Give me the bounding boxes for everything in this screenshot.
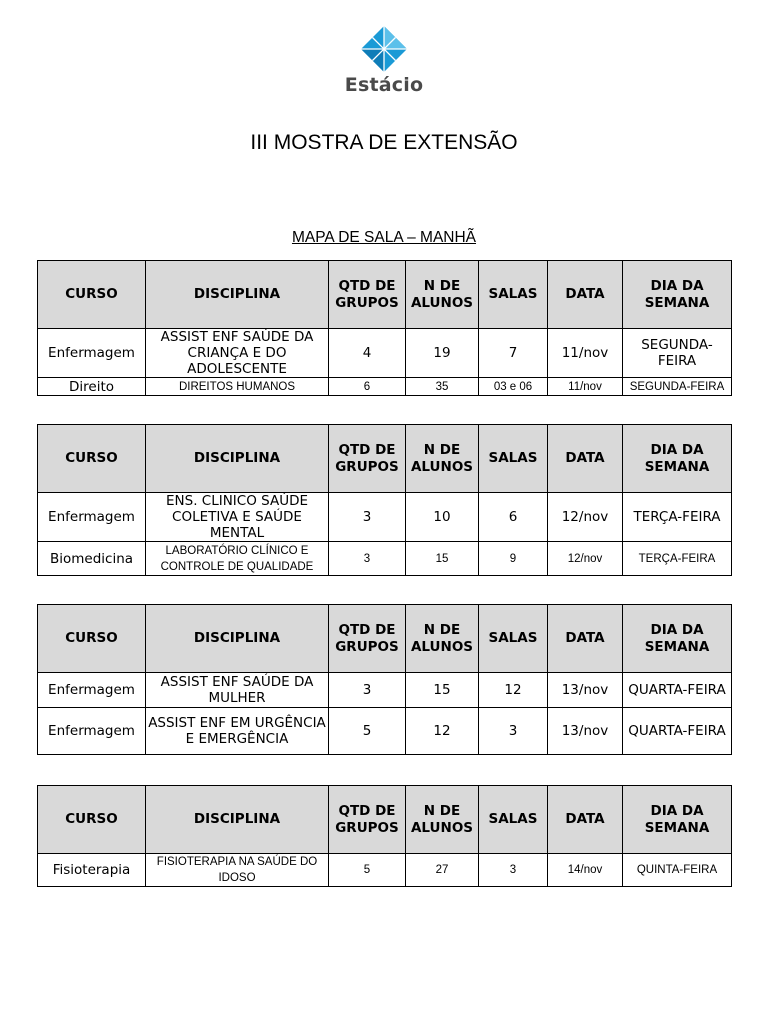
cell-dia: TERÇA-FEIRA	[623, 542, 732, 576]
table-row	[38, 673, 732, 708]
cell-disciplina: ENS. CLINICO SAÚDE COLETIVA E SAÚDE MENTAL	[146, 493, 329, 542]
table-header-row	[38, 605, 732, 673]
header-curso: CURSO	[38, 786, 146, 854]
cell-disciplina: DIREITOS HUMANOS	[146, 378, 329, 396]
header-salas: SALAS	[479, 425, 548, 493]
schedule-table	[37, 424, 732, 576]
cell-curso: Fisioterapia	[38, 854, 146, 887]
header-n-alunos: N DE ALUNOS	[406, 605, 479, 673]
cell-salas: 03 e 06	[479, 378, 548, 396]
table-row	[38, 329, 732, 378]
cell-curso: Biomedicina	[38, 542, 146, 576]
cell-data: 12/nov	[548, 542, 623, 576]
cell-disciplina: ASSIST ENF SAÚDE DA CRIANÇA E DO ADOLESCENTE	[146, 329, 329, 378]
cell-disciplina: FISIOTERAPIA NA SAÚDE DO IDOSO	[146, 854, 329, 887]
cell-qtd: 5	[329, 708, 406, 755]
cell-salas: 3	[479, 708, 548, 755]
cell-disciplina: ASSIST ENF EM URGÊNCIA E EMERGÊNCIA	[146, 708, 329, 755]
table-row	[38, 708, 732, 755]
table-row	[38, 854, 732, 887]
header-disciplina: DISCIPLINA	[146, 786, 329, 854]
cell-qtd: 4	[329, 329, 406, 378]
header-dia-semana: DIA DA SEMANA	[623, 605, 732, 673]
table-header-row	[38, 425, 732, 493]
cell-data: 11/nov	[548, 329, 623, 378]
header-data: DATA	[548, 786, 623, 854]
header-qtd-grupos: QTD DE GRUPOS	[329, 786, 406, 854]
cell-data: 14/nov	[548, 854, 623, 887]
estacio-diamond-icon	[359, 26, 409, 72]
cell-qtd: 3	[329, 673, 406, 708]
cell-alunos: 15	[406, 542, 479, 576]
header-n-alunos: N DE ALUNOS	[406, 786, 479, 854]
cell-alunos: 19	[406, 329, 479, 378]
header-disciplina: DISCIPLINA	[146, 425, 329, 493]
cell-dia: SEGUNDA-FEIRA	[623, 329, 732, 378]
schedule-table	[37, 604, 732, 755]
cell-salas: 12	[479, 673, 548, 708]
cell-data: 11/nov	[548, 378, 623, 396]
table-row	[38, 493, 732, 542]
header-n-alunos: N DE ALUNOS	[406, 425, 479, 493]
header-qtd-grupos: QTD DE GRUPOS	[329, 605, 406, 673]
header-disciplina: DISCIPLINA	[146, 605, 329, 673]
header-dia-semana: DIA DA SEMANA	[623, 425, 732, 493]
cell-disciplina: LABORATÓRIO CLÍNICO E CONTROLE DE QUALIDADE	[146, 542, 329, 576]
header-salas: SALAS	[479, 261, 548, 329]
table-header-row	[38, 786, 732, 854]
cell-qtd: 3	[329, 493, 406, 542]
schedule-table	[37, 260, 732, 396]
estacio-logo	[334, 26, 434, 96]
header-qtd-grupos: QTD DE GRUPOS	[329, 261, 406, 329]
cell-alunos: 10	[406, 493, 479, 542]
cell-salas: 3	[479, 854, 548, 887]
table-header-row	[38, 261, 732, 329]
header-data: DATA	[548, 605, 623, 673]
header-salas: SALAS	[479, 786, 548, 854]
cell-curso: Enfermagem	[38, 493, 146, 542]
cell-qtd: 6	[329, 378, 406, 396]
cell-alunos: 27	[406, 854, 479, 887]
schedule-table	[37, 785, 732, 887]
cell-salas: 9	[479, 542, 548, 576]
cell-disciplina: ASSIST ENF SAÚDE DA MULHER	[146, 673, 329, 708]
cell-curso: Enfermagem	[38, 329, 146, 378]
cell-curso: Enfermagem	[38, 708, 146, 755]
header-n-alunos: N DE ALUNOS	[406, 261, 479, 329]
cell-dia: SEGUNDA-FEIRA	[623, 378, 732, 396]
cell-alunos: 15	[406, 673, 479, 708]
table-row	[38, 378, 732, 396]
page-title: III MOSTRA DE EXTENSÃO	[250, 131, 518, 154]
cell-qtd: 5	[329, 854, 406, 887]
header-dia-semana: DIA DA SEMANA	[623, 786, 732, 854]
cell-dia: QUARTA-FEIRA	[623, 673, 732, 708]
header-curso: CURSO	[38, 425, 146, 493]
cell-alunos: 12	[406, 708, 479, 755]
cell-curso: Direito	[38, 378, 146, 396]
header-curso: CURSO	[38, 261, 146, 329]
cell-salas: 6	[479, 493, 548, 542]
cell-curso: Enfermagem	[38, 673, 146, 708]
cell-dia: QUINTA-FEIRA	[623, 854, 732, 887]
page-subtitle: MAPA DE SALA – MANHÃ	[291, 229, 477, 246]
cell-data: 13/nov	[548, 708, 623, 755]
cell-salas: 7	[479, 329, 548, 378]
table-row	[38, 542, 732, 576]
cell-alunos: 35	[406, 378, 479, 396]
header-salas: SALAS	[479, 605, 548, 673]
cell-dia: TERÇA-FEIRA	[623, 493, 732, 542]
brand-name: Estácio	[344, 74, 424, 96]
header-dia-semana: DIA DA SEMANA	[623, 261, 732, 329]
header-curso: CURSO	[38, 605, 146, 673]
header-qtd-grupos: QTD DE GRUPOS	[329, 425, 406, 493]
header-data: DATA	[548, 261, 623, 329]
cell-qtd: 3	[329, 542, 406, 576]
header-disciplina: DISCIPLINA	[146, 261, 329, 329]
cell-data: 13/nov	[548, 673, 623, 708]
cell-data: 12/nov	[548, 493, 623, 542]
header-data: DATA	[548, 425, 623, 493]
cell-dia: QUARTA-FEIRA	[623, 708, 732, 755]
